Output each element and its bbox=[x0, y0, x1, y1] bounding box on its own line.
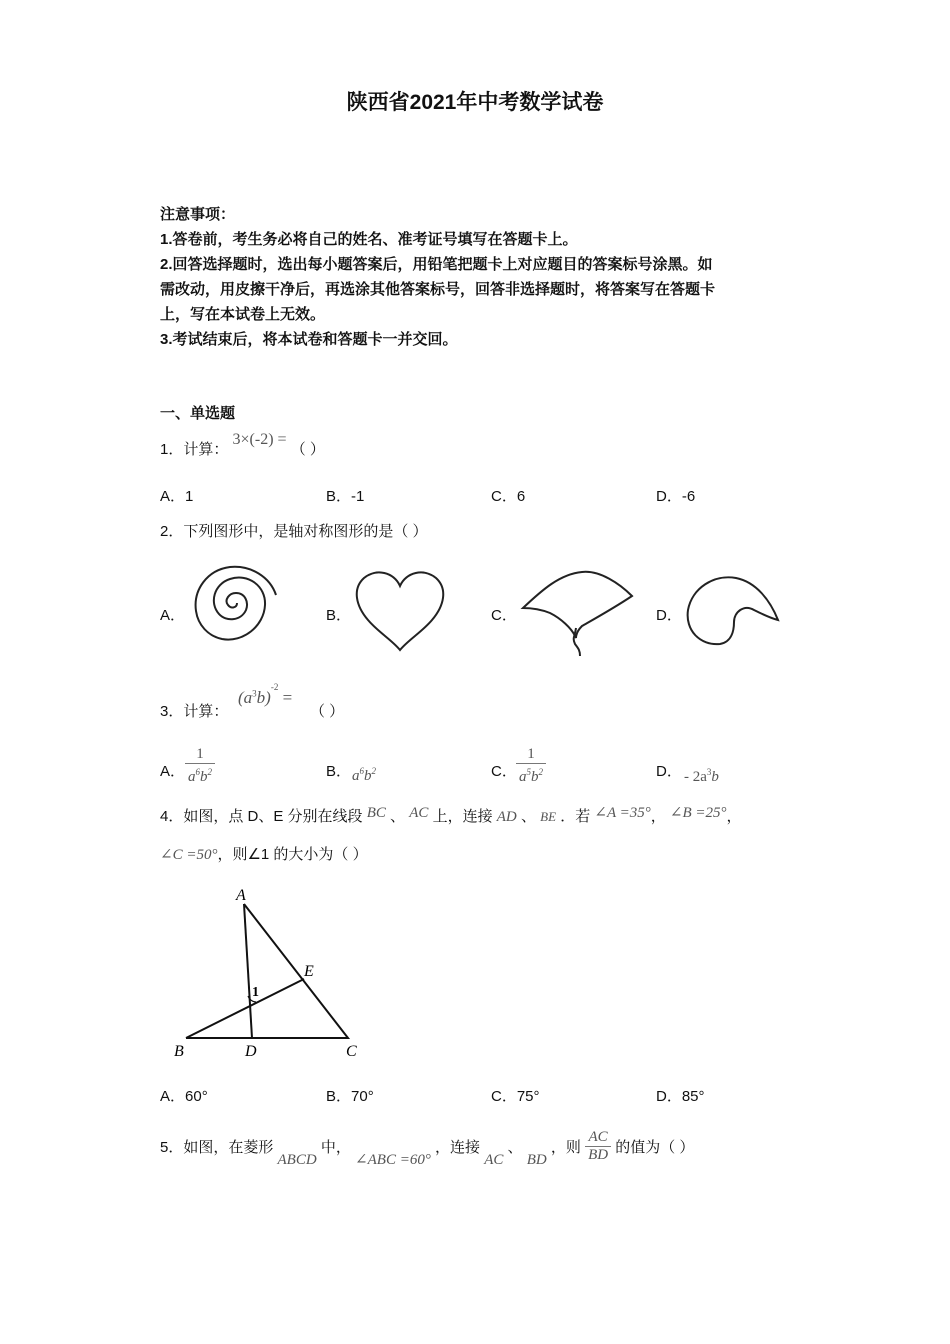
q1-expression: 3×(-2) = bbox=[232, 431, 287, 448]
question-1 bbox=[160, 431, 325, 459]
notice-line-3: 3.考试结束后，将本试卷和答题卡一并交回。 bbox=[160, 331, 458, 348]
q3-c-denominator bbox=[516, 764, 546, 786]
q3-prefix: 3．计算： bbox=[160, 703, 229, 720]
q2-option-d[interactable]: D． bbox=[656, 607, 682, 624]
q4-sep-2: 、 bbox=[520, 808, 536, 825]
question-5 bbox=[160, 1121, 695, 1169]
q5-text-4: ，则 bbox=[550, 1139, 581, 1157]
q5-angle: ∠ABC =60° bbox=[355, 1152, 431, 1169]
q4-angle-b: ∠B =25° bbox=[669, 805, 727, 821]
q5-text-3: ，连接 bbox=[435, 1139, 481, 1157]
q5-frac-num: AC bbox=[585, 1129, 611, 1147]
q3-a-den-a: a bbox=[188, 769, 196, 785]
label-angle-1: 1 bbox=[252, 985, 259, 1000]
q4-angle-c: ∠C =50° bbox=[160, 847, 218, 863]
label-d: D bbox=[245, 1043, 257, 1060]
q5-bd: BD bbox=[526, 1152, 547, 1169]
section-heading: 一、单选题 bbox=[160, 405, 236, 422]
heart-icon bbox=[354, 570, 446, 654]
question-4-line-2 bbox=[160, 843, 368, 864]
q3-base-exp: 3 bbox=[252, 688, 257, 699]
segment-be bbox=[186, 979, 304, 1038]
q3-option-c[interactable]: C． bbox=[491, 763, 517, 780]
q4-ad: AD bbox=[496, 809, 517, 825]
q4-ac: AC bbox=[409, 805, 429, 821]
q3-a-den-exp1: 6 bbox=[195, 767, 200, 777]
spiral-icon bbox=[190, 562, 290, 652]
q1-option-d[interactable]: D．-6 bbox=[656, 488, 696, 505]
q3-option-d-value bbox=[684, 767, 719, 786]
q3-equals: = bbox=[282, 688, 293, 707]
q4-sep-1: 、 bbox=[390, 808, 406, 825]
q4-be: BE bbox=[540, 809, 557, 824]
notice-line-2b: 需改动，用皮擦干净后，再选涂其他答案标号，回答非选择题时，将答案写在答题卡 bbox=[160, 281, 716, 298]
q5-fraction bbox=[585, 1129, 611, 1164]
triangle-abc bbox=[186, 904, 348, 1038]
q3-c-den-a: a bbox=[519, 769, 527, 785]
notice-heading: 注意事项： bbox=[160, 206, 236, 223]
notice-line-2c: 上，写在本试卷上无效。 bbox=[160, 306, 326, 323]
q3-a-den-b: b bbox=[200, 769, 208, 785]
q3-a-numerator: 1 bbox=[185, 746, 215, 764]
q5-ac: AC bbox=[484, 1152, 504, 1169]
q3-option-a[interactable]: A． bbox=[160, 763, 186, 780]
q4-text-3: ．若 bbox=[560, 808, 591, 825]
q3-a-denominator bbox=[185, 764, 215, 786]
q3-option-a-value bbox=[185, 746, 215, 786]
q5-text-2: 中， bbox=[320, 1139, 351, 1157]
page-title: 陕西省2021年中考数学试卷 bbox=[346, 91, 604, 114]
q3-base-b: b) bbox=[256, 688, 271, 707]
q3-option-b-value bbox=[352, 766, 376, 785]
q3-b-a: a bbox=[352, 768, 360, 784]
q4-angle-a: ∠A =35° bbox=[594, 805, 651, 821]
q1-option-c[interactable]: C．6 bbox=[491, 488, 526, 505]
q3-d-b: b bbox=[711, 769, 719, 785]
q3-d-expr: - 2a bbox=[684, 769, 707, 785]
q1-prefix: 1．计算： bbox=[160, 441, 229, 458]
q3-suffix: （ ） bbox=[310, 703, 345, 720]
q4-comma-1: ， bbox=[650, 808, 666, 825]
q2-option-a[interactable]: A． bbox=[160, 607, 186, 624]
question-4-line-1 bbox=[160, 805, 742, 826]
question-2: 2．下列图形中，是轴对称图形的是（ ） bbox=[160, 523, 428, 540]
q3-option-c-value bbox=[516, 746, 546, 786]
q3-option-b[interactable]: B． bbox=[326, 763, 352, 780]
q5-text-5: 的值为（ ） bbox=[615, 1139, 695, 1157]
q3-option-d[interactable]: D． bbox=[656, 763, 682, 780]
notice-line-1: 1.答卷前，考生务必将自己的姓名、准考证号填写在答题卡上。 bbox=[160, 231, 578, 248]
q5-abcd: ABCD bbox=[277, 1152, 317, 1169]
q1-option-b[interactable]: B．-1 bbox=[326, 488, 365, 505]
q2-option-c[interactable]: C． bbox=[491, 607, 517, 624]
notice-block bbox=[160, 202, 715, 352]
label-a: A bbox=[236, 887, 246, 904]
q5-frac-den: BD bbox=[588, 1147, 609, 1163]
triangle-figure bbox=[170, 886, 370, 1066]
q4-comma-2: ， bbox=[726, 808, 742, 825]
wave-curl-icon bbox=[686, 572, 782, 648]
q3-option-c-fraction bbox=[516, 746, 546, 786]
q3-outer-exp: -2 bbox=[270, 682, 279, 693]
q3-c-den-exp1: 5 bbox=[526, 767, 531, 777]
q3-b-exp2: 2 bbox=[371, 766, 376, 776]
q4-text-1: 4．如图，点 D、E 分别在线段 bbox=[160, 808, 363, 825]
q4-option-d[interactable]: D．85° bbox=[656, 1088, 705, 1105]
q4-option-b[interactable]: B．70° bbox=[326, 1088, 374, 1105]
notice-line-2a: 2.回答选择题时，选出每小题答案后，用铅笔把题卡上对应题目的答案标号涂黑。如 bbox=[160, 256, 713, 273]
label-b: B bbox=[174, 1043, 184, 1060]
q3-base: (a bbox=[238, 688, 253, 707]
q3-option-a-fraction bbox=[185, 746, 215, 786]
q4-option-c[interactable]: C．75° bbox=[491, 1088, 540, 1105]
q3-b-b: b bbox=[364, 768, 372, 784]
q1-suffix: （ ） bbox=[290, 441, 325, 458]
q5-text-1: 5．如图，在菱形 bbox=[160, 1139, 274, 1157]
q3-c-den-exp2: 2 bbox=[538, 767, 543, 777]
q3-expression bbox=[238, 682, 293, 708]
ginkgo-leaf-icon bbox=[520, 568, 636, 658]
q4-text-4: ，则∠1 的大小为（ ） bbox=[217, 846, 368, 863]
q3-c-den-b: b bbox=[531, 769, 539, 785]
q3-c-numerator: 1 bbox=[516, 746, 546, 764]
q3-d-exp: 3 bbox=[706, 767, 712, 777]
segment-ad bbox=[244, 904, 252, 1038]
q4-text-2: 上，连接 bbox=[432, 808, 493, 825]
q3-a-den-exp2: 2 bbox=[207, 767, 212, 777]
label-e: E bbox=[304, 963, 314, 980]
label-c: C bbox=[346, 1043, 357, 1060]
q3-b-exp1: 6 bbox=[359, 766, 364, 776]
q4-option-a[interactable]: A．60° bbox=[160, 1088, 208, 1105]
q4-bc: BC bbox=[366, 805, 386, 821]
q1-option-a[interactable]: A．1 bbox=[160, 488, 194, 505]
q5-sep: 、 bbox=[507, 1139, 523, 1157]
q2-option-b[interactable]: B． bbox=[326, 607, 352, 624]
